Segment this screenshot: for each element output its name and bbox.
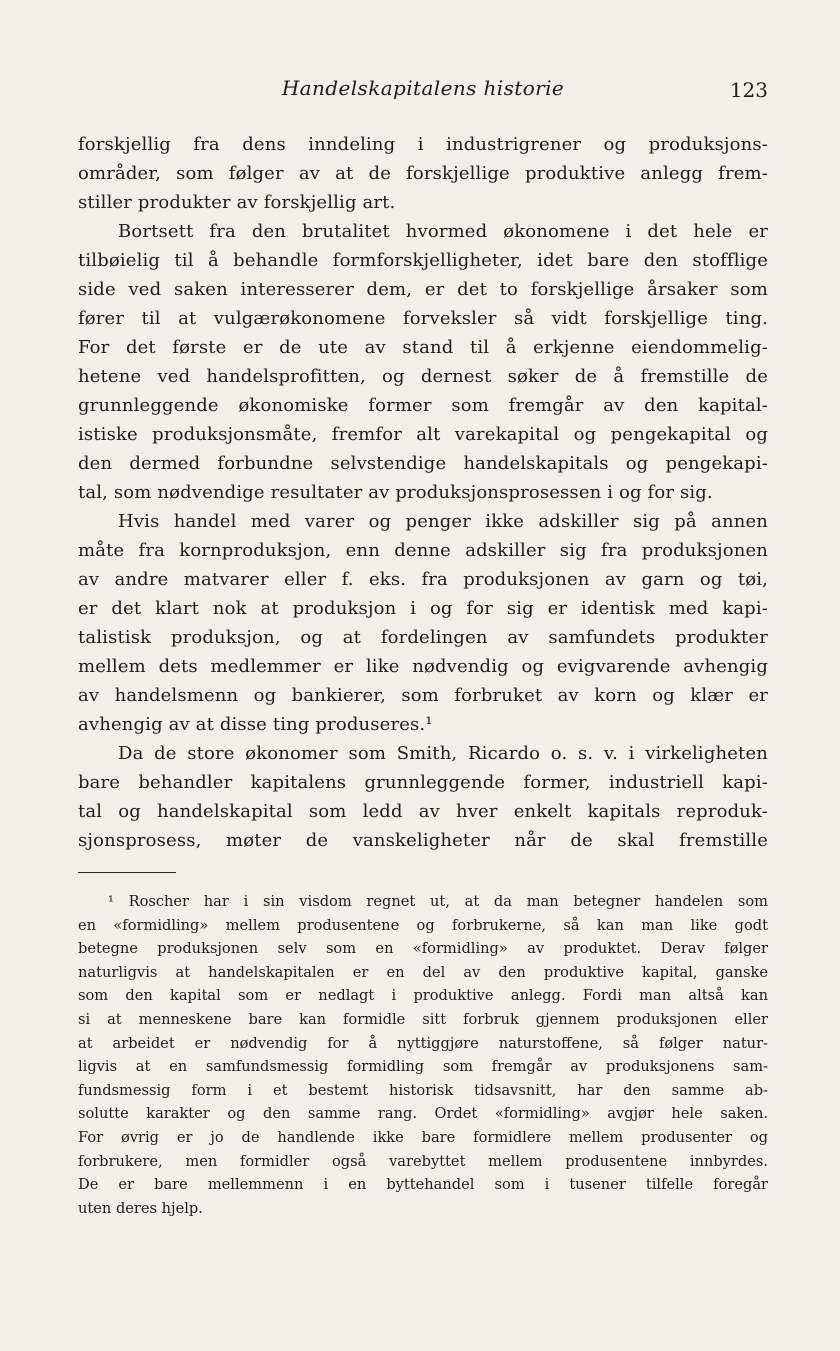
text-line: tal og handelskapital som ledd av hver enkelt kapitals reproduk- — [78, 801, 768, 822]
text-line: stiller produkter av forskjellig art. — [78, 192, 396, 213]
text-line: tilbøielig til å behandle formforskjelligheter, idet bare den stofflige — [78, 250, 768, 271]
footnote-line: naturligvis at handelskapitalen er en del av den produktive kapital, ganske — [78, 963, 768, 981]
text-line: Bortsett fra den brutalitet hvormed økonomene i det hele er — [118, 221, 768, 242]
footnote-line: uten deres hjelp. — [78, 1199, 203, 1217]
footnote — [78, 890, 768, 1220]
text-line: bare behandler kapitalens grunnleggende former, industriell kapi- — [78, 772, 768, 793]
text-line: forskjellig fra dens inndeling i industrigrener og produksjons- — [78, 134, 768, 155]
footnote-line: en «formidling» mellem produsentene og forbrukerne, så kan man like godt — [78, 916, 768, 934]
footnote-line: De er bare mellemmenn i en byttehandel som i tusener tilfelle foregår — [78, 1176, 768, 1194]
text-line: istiske produksjonsmåte, fremfor alt varekapital og pengekapital og — [78, 424, 768, 445]
footnote-line: ligvis at en samfundsmessig formidling som fremgår av produksjonens sam- — [78, 1058, 768, 1076]
text-line: er det klart nok at produksjon i og for sig er identisk med kapi- — [78, 598, 768, 619]
text-line: side ved saken interesserer dem, er det to forskjellige årsaker som — [78, 279, 768, 300]
page-header — [78, 76, 768, 110]
footnote-line: ¹ Roscher har i sin visdom regnet ut, at da man betegner handelen som — [108, 893, 768, 910]
footnote-line: betegne produksjonen selv som en «formidling» av produktet. Derav følger — [78, 940, 768, 958]
text-line: av andre matvarer eller f. eks. fra produksjonen av garn og tøi, — [78, 569, 768, 590]
text-line: grunnleggende økonomiske former som fremgår av den kapital- — [78, 395, 768, 416]
text-line: talistisk produksjon, og at fordelingen av samfundets produkter — [78, 627, 768, 648]
body-text — [78, 130, 768, 855]
footnote-line: si at menneskene bare kan formidle sitt forbruk gjennem produksjonen eller — [78, 1010, 768, 1028]
footnote-line: For øvrig er jo de handlende ikke bare formidlere mellem produsenter og — [78, 1128, 768, 1146]
text-line: Hvis handel med varer og penger ikke adskiller sig på annen — [118, 511, 768, 532]
page-number: 123 — [729, 78, 768, 102]
footnote-line: forbrukere, men formidler også varebyttet mellem produsentene innbyrdes. — [78, 1152, 768, 1170]
text-line: sjonsprosess, møter de vanskeligheter når de skal fremstille — [78, 830, 768, 851]
text-line: måte fra kornproduksjon, enn denne adskiller sig fra produksjonen — [78, 540, 768, 561]
running-title: Handelskapitalens historie — [281, 76, 565, 100]
footnote-line: solutte karakter og den samme rang. Ordet «formidling» avgjør hele saken. — [78, 1105, 768, 1123]
footnote-line: fundsmessig form i et bestemt historisk tidsavsnitt, har den samme ab- — [78, 1081, 768, 1099]
text-line: avhengig av at disse ting produseres.¹ — [78, 714, 433, 735]
text-line: mellem dets medlemmer er like nødvendig og evigvarende avhengig — [78, 656, 768, 677]
text-line: fører til at vulgærøkonomene forveksler så vidt forskjellige ting. — [78, 308, 768, 329]
text-line: områder, som følger av at de forskjellige produktive anlegg frem- — [78, 163, 768, 184]
text-line: av handelsmenn og bankierer, som forbruket av korn og klær er — [78, 685, 768, 706]
text-line: For det første er de ute av stand til å erkjenne eiendommelig- — [78, 337, 768, 358]
text-line: hetene ved handelsprofitten, og dernest søker de å fremstille de — [78, 366, 768, 387]
footnote-divider — [78, 872, 176, 873]
text-line: Da de store økonomer som Smith, Ricardo o. s. v. i virkeligheten — [118, 743, 768, 764]
footnote-line: som den kapital som er nedlagt i produktive anlegg. Fordi man altså kan — [78, 987, 768, 1005]
footnote-line: at arbeidet er nødvendig for å nyttiggjøre naturstoffene, så følger natur- — [78, 1034, 768, 1052]
text-line: den dermed forbundne selvstendige handelskapitals og pengekapi- — [78, 453, 768, 474]
text-line: tal, som nødvendige resultater av produksjonsprosessen i og for sig. — [78, 482, 713, 503]
